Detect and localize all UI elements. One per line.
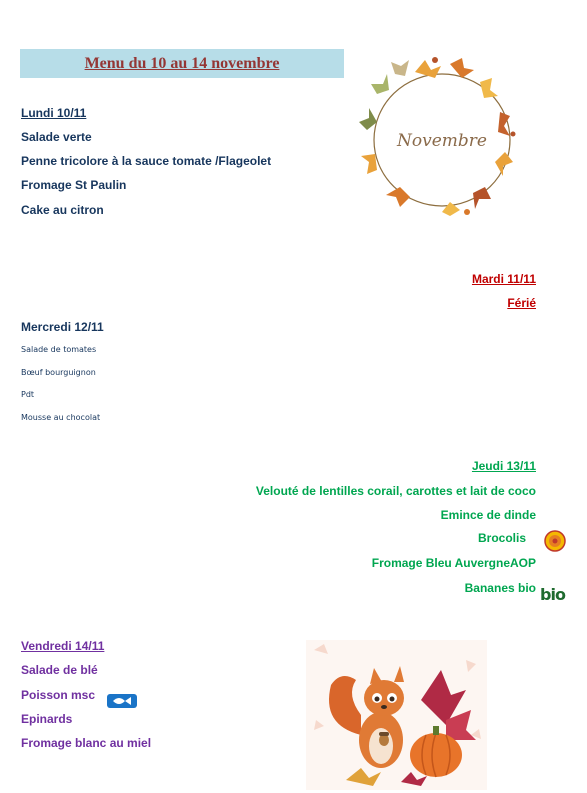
wednesday-item-1: Salade de tomates xyxy=(21,345,97,354)
squirrel-illustration xyxy=(306,640,487,790)
monday-item-3: Fromage St Paulin xyxy=(21,178,127,192)
thursday-item-5: Bananes bio xyxy=(464,581,536,595)
msc-label-icon xyxy=(107,694,137,708)
tuesday-heading: Mardi 11/11 xyxy=(471,272,536,286)
monday-item-4: Cake au citron xyxy=(21,203,104,217)
friday-item-4: Fromage blanc au miel xyxy=(21,736,152,750)
monday-item-1: Salade verte xyxy=(21,130,92,144)
wednesday-item-2: Bœuf bourguignon xyxy=(21,368,96,377)
friday-heading: Vendredi 14/11 xyxy=(21,639,105,653)
friday-item-1: Salade de blé xyxy=(21,663,98,677)
november-wreath-illustration xyxy=(355,52,530,222)
wreath-text: Novembre xyxy=(397,131,487,151)
thursday-item-2: Emince de dinde xyxy=(440,508,536,522)
monday-item-2: Penne tricolore à la sauce tomate /Flageolet xyxy=(21,154,272,168)
tuesday-note: Férié xyxy=(507,296,536,310)
monday-heading: Lundi 10/11 xyxy=(21,106,87,120)
friday-item-2: Poisson msc xyxy=(21,688,96,702)
thursday-item-4: Fromage Bleu AuvergneAOP xyxy=(371,556,536,570)
thursday-item-3: Brocolis xyxy=(477,531,526,545)
thursday-item-1: Velouté de lentilles corail, carottes et lait de coco xyxy=(255,484,536,498)
aop-label-icon xyxy=(544,530,566,552)
bio-label-icon: bio xyxy=(540,585,565,604)
wednesday-item-3: Pdt xyxy=(21,390,35,399)
thursday-heading: Jeudi 13/11 xyxy=(471,459,536,473)
page-title: Menu du 10 au 14 novembre xyxy=(84,55,280,72)
wednesday-heading: Mercredi 12/11 xyxy=(21,320,104,334)
wednesday-item-4: Mousse au chocolat xyxy=(21,413,101,422)
friday-item-3: Epinards xyxy=(21,712,73,726)
